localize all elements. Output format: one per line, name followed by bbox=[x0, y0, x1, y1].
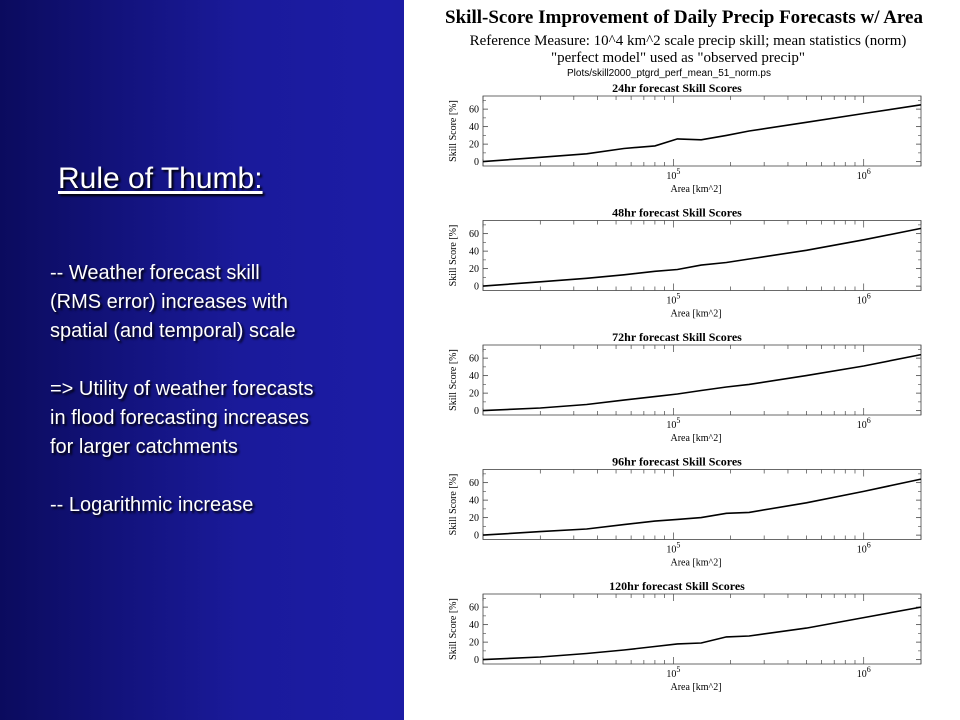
y-tick-label: 60 bbox=[469, 104, 479, 116]
y-tick-label: 0 bbox=[474, 406, 479, 418]
y-tick-label: 60 bbox=[469, 478, 479, 490]
y-tick-label: 20 bbox=[469, 264, 479, 276]
chart-title: 72hr forecast Skill Scores bbox=[612, 330, 742, 344]
y-tick-label: 20 bbox=[469, 637, 479, 649]
plot-frame bbox=[483, 221, 921, 291]
x-tick-label: $10^5$ bbox=[666, 416, 681, 431]
y-tick-label: 20 bbox=[469, 513, 479, 525]
x-tick-label: $10^6$ bbox=[856, 416, 871, 431]
bullet-line: for larger catchments bbox=[50, 436, 238, 458]
y-axis-label: Skill Score [%] bbox=[448, 598, 459, 660]
x-axis-label: Area [km^2] bbox=[670, 682, 722, 693]
y-tick-label: 60 bbox=[469, 229, 479, 241]
x-axis-label: Area [km^2] bbox=[670, 557, 722, 569]
y-tick-label: 60 bbox=[469, 353, 479, 365]
figure-subtitle-model: "perfect model" used as "observed precip" bbox=[551, 50, 805, 66]
x-tick-label: $10^5$ bbox=[666, 167, 681, 182]
skill-score-line bbox=[483, 228, 921, 286]
x-tick-label: $10^6$ bbox=[856, 540, 871, 556]
plot-frame bbox=[483, 345, 921, 415]
bullet-line: => Utility of weather forecasts bbox=[50, 378, 314, 400]
skill-score-line bbox=[483, 105, 921, 162]
y-tick-label: 0 bbox=[474, 530, 479, 542]
bullet-line: -- Weather forecast skill bbox=[50, 262, 260, 284]
skill-score-charts bbox=[404, 0, 960, 720]
y-tick-label: 40 bbox=[469, 620, 479, 632]
skill-score-line bbox=[483, 355, 921, 411]
y-tick-label: 40 bbox=[469, 371, 479, 383]
left-text-panel bbox=[0, 0, 404, 720]
chart-title: 24hr forecast Skill Scores bbox=[612, 81, 742, 95]
y-tick-label: 40 bbox=[469, 246, 479, 258]
y-axis-label: Skill Score [%] bbox=[448, 349, 459, 411]
skill-score-line bbox=[483, 607, 921, 660]
rule-of-thumb-heading: Rule of Thumb: bbox=[58, 162, 263, 195]
y-axis-label: Skill Score [%] bbox=[448, 100, 459, 162]
y-tick-label: 20 bbox=[469, 139, 479, 151]
y-tick-label: 40 bbox=[469, 495, 479, 507]
x-tick-label: $10^5$ bbox=[666, 665, 681, 680]
x-axis-label: Area [km^2] bbox=[670, 308, 722, 320]
figure-filename: Plots/skill2000_ptgrd_perf_mean_51_norm.ps bbox=[566, 68, 771, 79]
x-tick-label: $10^6$ bbox=[856, 167, 871, 182]
bullet-line: in flood forecasting increases bbox=[50, 407, 310, 429]
bullet-list bbox=[50, 259, 400, 520]
bullet-line: (RMS error) increases with bbox=[50, 291, 288, 313]
x-tick-label: $10^6$ bbox=[856, 665, 871, 680]
x-tick-label: $10^6$ bbox=[856, 291, 871, 307]
x-axis-label: Area [km^2] bbox=[670, 184, 722, 195]
x-tick-label: $10^5$ bbox=[666, 291, 681, 307]
y-tick-label: 0 bbox=[474, 655, 479, 667]
plot-frame bbox=[483, 594, 921, 664]
y-axis-label: Skill Score [%] bbox=[448, 224, 459, 287]
bullet-line: spatial (and temporal) scale bbox=[50, 320, 296, 342]
y-tick-label: 0 bbox=[474, 281, 479, 293]
y-axis-label: Skill Score [%] bbox=[448, 473, 459, 536]
figure-subtitle-reference: Reference Measure: 10^4 km^2 scale precip skill; mean statistics (norm) bbox=[469, 33, 907, 49]
y-tick-label: 0 bbox=[474, 157, 479, 169]
bullet-line: -- Logarithmic increase bbox=[50, 494, 254, 516]
skill-score-line bbox=[483, 479, 921, 535]
figure-title: Skill-Score Improvement of Daily Precip Forecasts w/ Area bbox=[445, 7, 923, 28]
chart-title: 48hr forecast Skill Scores bbox=[612, 205, 742, 220]
y-tick-label: 20 bbox=[469, 388, 479, 400]
x-tick-label: $10^5$ bbox=[666, 540, 681, 556]
plot-frame bbox=[483, 470, 921, 540]
plot-frame bbox=[483, 96, 921, 166]
figure-panel bbox=[404, 0, 960, 720]
chart-title: 120hr forecast Skill Scores bbox=[609, 579, 745, 593]
y-tick-label: 60 bbox=[469, 602, 479, 614]
x-axis-label: Area [km^2] bbox=[670, 433, 722, 444]
y-tick-label: 40 bbox=[469, 122, 479, 134]
chart-title: 96hr forecast Skill Scores bbox=[612, 454, 742, 469]
